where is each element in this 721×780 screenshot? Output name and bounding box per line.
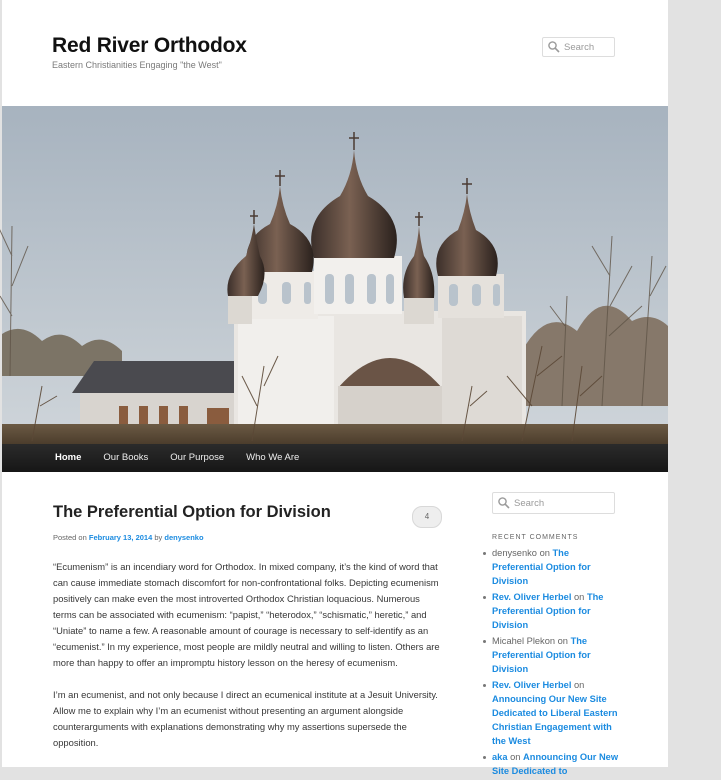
- post-title[interactable]: The Preferential Option for Division: [53, 503, 331, 521]
- posted-on-label: Posted on: [53, 533, 87, 542]
- recent-comment-item: [492, 590, 622, 632]
- recent-comment-item: [492, 678, 622, 748]
- comment-post-link[interactable]: The Preferential Option for Division: [492, 592, 604, 630]
- site-title[interactable]: Red River Orthodox: [52, 34, 247, 57]
- header-banner-image: [2, 106, 668, 444]
- comment-author-link[interactable]: Rev. Oliver Herbel: [492, 592, 572, 602]
- post-date-link[interactable]: February 13, 2014: [88, 533, 153, 542]
- nav-item-who-we-are[interactable]: Who We Are: [246, 452, 300, 463]
- comment-on-label: on: [539, 548, 550, 558]
- post-meta: [53, 533, 204, 542]
- post-author-link[interactable]: denysenko: [164, 533, 204, 542]
- comment-on-label: on: [510, 752, 521, 762]
- recent-comment-item: [492, 750, 622, 778]
- search-icon: [547, 40, 561, 54]
- comment-on-label: on: [574, 680, 585, 690]
- comment-author: denysenko: [492, 548, 537, 558]
- comment-post-link[interactable]: Announcing Our New Site Dedicated to: [492, 752, 619, 776]
- header-search-input[interactable]: [542, 37, 615, 57]
- by-label: by: [154, 533, 163, 542]
- search-placeholder: Search: [514, 497, 545, 509]
- post-paragraph: I’m an ecumenist, and not only because I direct an ecumenical institute at a Jesuit University. Allow me to explain why I’m an ecumenist without presenting an argument alongside counterarguments with explanations demonstrating why my assertions supersede the opposition.: [53, 689, 438, 748]
- nav-item-home[interactable]: Home: [55, 452, 82, 463]
- post-paragraph: “Ecumenism” is an incendiary word for Orthodox. In mixed company, it’s the kind of word that can cause immediate stomach discomfort for non-confrontational folks. Depicting ecumenism positively can make even the most introverted Orthodox Christian loquacious. Numerous terms can be associated with ecumenism: “papist,” “heterodox,” “schismatic,” heretic,” and “Uniate” to name a few. A reasonable amount of courage is necessary to self-identify as an “ecumenist.” In my experience, most people are mildly neutral and willing to listen. Others are more than happy to offer an impromptu history lesson on the heresy of ecumenism.: [53, 561, 440, 668]
- post-content: [53, 559, 445, 767]
- search-placeholder: Search: [564, 41, 595, 53]
- nav-item-our-purpose[interactable]: Our Purpose: [170, 452, 225, 463]
- recent-comment-item: [492, 634, 622, 676]
- main-navigation: [2, 444, 668, 472]
- comment-post-link[interactable]: The Preferential Option for Division: [492, 636, 591, 674]
- recent-comments-list: [492, 546, 622, 780]
- recent-comments-heading: RECENT COMMENTS: [492, 534, 579, 541]
- comment-post-link[interactable]: Announcing Our New Site Dedicated to Liberal Eastern Christian Engagement with the West: [492, 694, 618, 746]
- sidebar-search-input[interactable]: [492, 492, 615, 514]
- recent-comment-item: [492, 546, 622, 588]
- site-description: Eastern Christianities Engaging "the West": [52, 60, 222, 70]
- comment-on-label: on: [574, 592, 585, 602]
- comment-author-link[interactable]: aka: [492, 752, 508, 762]
- comment-count-bubble[interactable]: 4: [412, 506, 442, 528]
- search-icon: [497, 496, 511, 510]
- comment-author-link[interactable]: Rev. Oliver Herbel: [492, 680, 572, 690]
- nav-item-our-books[interactable]: Our Books: [103, 452, 149, 463]
- comment-post-link[interactable]: The Preferential Option for Division: [492, 548, 591, 586]
- comment-on-label: on: [557, 636, 568, 646]
- comment-author: Micahel Plekon: [492, 636, 556, 646]
- page: [2, 0, 668, 776]
